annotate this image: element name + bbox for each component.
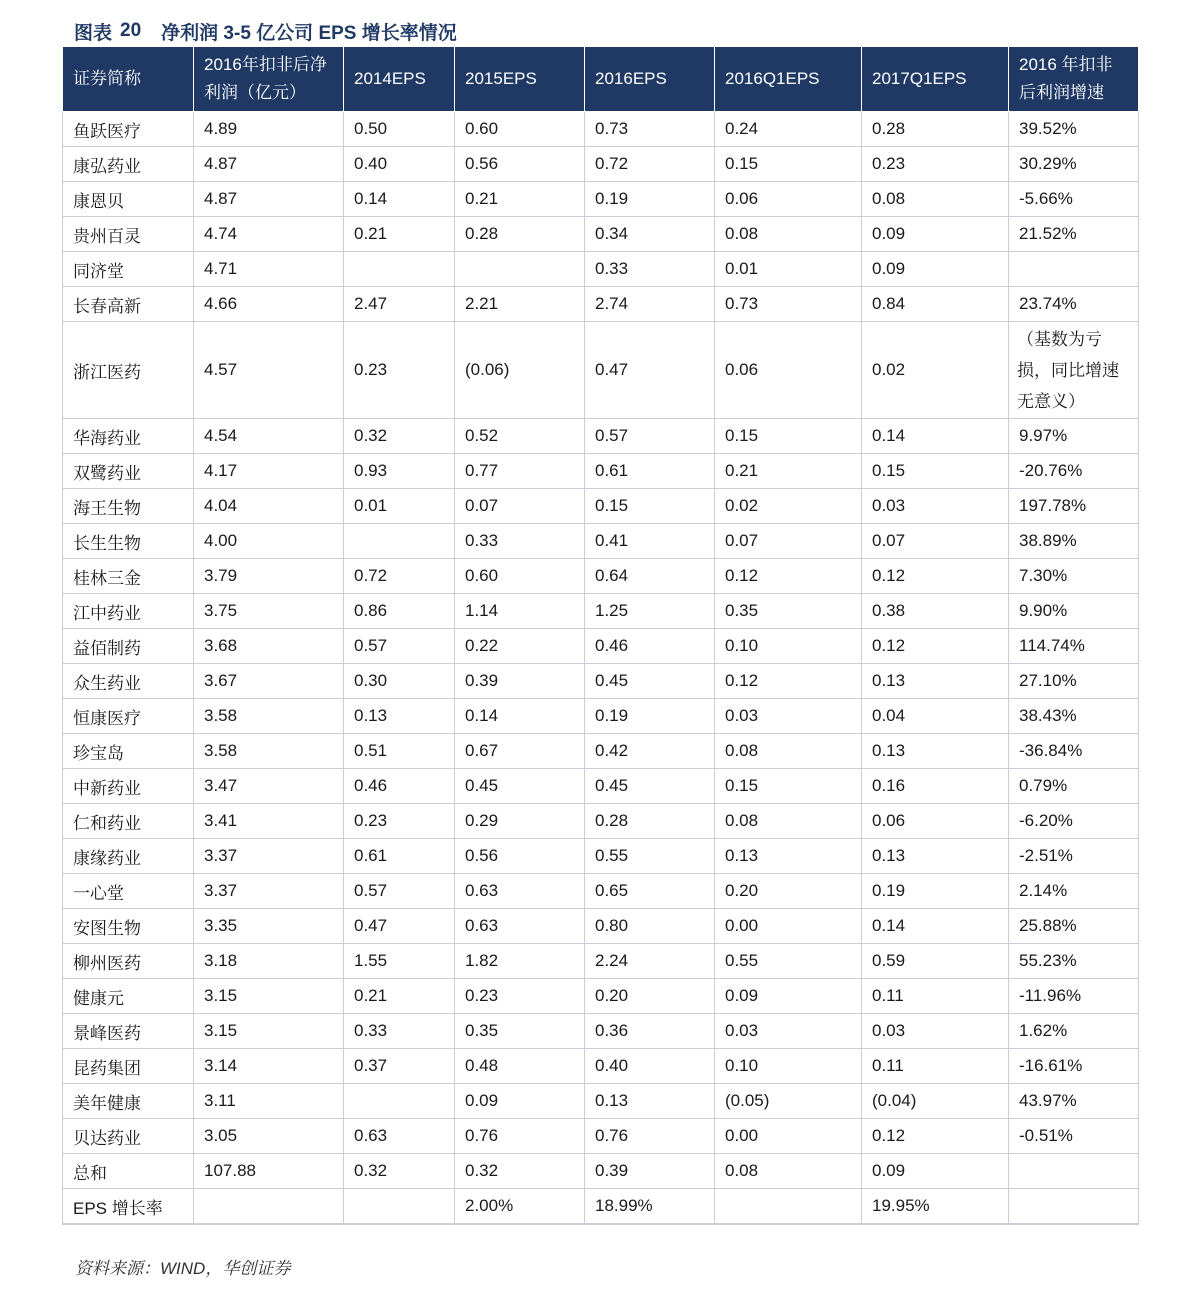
cell-eps-2014: 0.37: [344, 1049, 455, 1084]
cell-net-profit: 3.15: [194, 1014, 344, 1049]
cell-profit-growth: 23.74%: [1009, 287, 1139, 322]
cell-security-name: 长生生物: [63, 524, 194, 559]
cell-eps-2014: 0.13: [344, 699, 455, 734]
cell-eps-2017q1: (0.04): [862, 1084, 1009, 1119]
cell-eps-2017q1: 0.11: [862, 1049, 1009, 1084]
cell-eps-2014: [344, 524, 455, 559]
cell-eps-2016q1: 0.03: [715, 699, 862, 734]
table-row: [63, 1084, 1139, 1119]
cell-eps-2015: 0.33: [455, 524, 585, 559]
cell-profit-growth: -20.76%: [1009, 454, 1139, 489]
cell-eps-2014: [344, 1189, 455, 1225]
cell-eps-2015: 0.35: [455, 1014, 585, 1049]
cell-security-name: 安图生物: [63, 909, 194, 944]
cell-net-profit: 4.00: [194, 524, 344, 559]
cell-eps-2014: 0.86: [344, 594, 455, 629]
cell-eps-2016q1: 0.03: [715, 1014, 862, 1049]
cell-eps-2014: 0.50: [344, 112, 455, 147]
cell-eps-2015: 0.09: [455, 1084, 585, 1119]
cell-profit-growth: 9.97%: [1009, 419, 1139, 454]
cell-eps-2017q1: 0.13: [862, 839, 1009, 874]
table-row: [63, 629, 1139, 664]
header-2017q1-eps: 2017Q1EPS: [862, 47, 1009, 112]
cell-profit-growth: 9.90%: [1009, 594, 1139, 629]
cell-eps-2017q1: 0.84: [862, 287, 1009, 322]
cell-eps-2014: [344, 1084, 455, 1119]
cell-net-profit: 4.87: [194, 182, 344, 217]
cell-net-profit: 4.57: [194, 322, 344, 419]
cell-net-profit: 4.71: [194, 252, 344, 287]
cell-profit-growth: 25.88%: [1009, 909, 1139, 944]
cell-eps-2016q1: 0.10: [715, 629, 862, 664]
cell-net-profit: 4.17: [194, 454, 344, 489]
cell-eps-2015: 0.63: [455, 909, 585, 944]
table-row: [63, 287, 1139, 322]
cell-eps-2014: 0.61: [344, 839, 455, 874]
cell-security-name: 贝达药业: [63, 1119, 194, 1154]
cell-profit-growth: [1009, 1189, 1139, 1225]
cell-eps-2016: 0.80: [585, 909, 715, 944]
cell-profit-growth: -36.84%: [1009, 734, 1139, 769]
cell-profit-growth: 114.74%: [1009, 629, 1139, 664]
cell-security-name: 昆药集团: [63, 1049, 194, 1084]
cell-net-profit: 4.87: [194, 147, 344, 182]
cell-net-profit: 3.41: [194, 804, 344, 839]
cell-eps-2016: 0.45: [585, 664, 715, 699]
cell-eps-2014: 0.93: [344, 454, 455, 489]
cell-eps-2017q1: 0.08: [862, 182, 1009, 217]
cell-eps-2014: 0.23: [344, 322, 455, 419]
table-row: [63, 454, 1139, 489]
cell-eps-2015: 0.32: [455, 1154, 585, 1189]
cell-eps-2016: 0.34: [585, 217, 715, 252]
cell-eps-2016q1: 0.24: [715, 112, 862, 147]
cell-security-name: 桂林三金: [63, 559, 194, 594]
cell-eps-2014: 0.57: [344, 874, 455, 909]
cell-eps-2017q1: 0.12: [862, 1119, 1009, 1154]
cell-eps-2017q1: 0.13: [862, 664, 1009, 699]
cell-eps-2016q1: 0.08: [715, 1154, 862, 1189]
cell-security-name: 众生药业: [63, 664, 194, 699]
cell-eps-2014: 0.21: [344, 979, 455, 1014]
cell-eps-2016q1: 0.02: [715, 489, 862, 524]
cell-eps-2015: 0.21: [455, 182, 585, 217]
cell-security-name: 同济堂: [63, 252, 194, 287]
cell-eps-2016: 0.33: [585, 252, 715, 287]
header-2016-net-profit: 2016年扣非后净利润（亿元）: [194, 47, 344, 112]
table-row: [63, 112, 1139, 147]
cell-eps-2016q1: 0.08: [715, 734, 862, 769]
cell-eps-2017q1: 0.38: [862, 594, 1009, 629]
cell-eps-2014: 0.63: [344, 1119, 455, 1154]
cell-security-name: 景峰医药: [63, 1014, 194, 1049]
cell-eps-2015: 0.77: [455, 454, 585, 489]
cell-net-profit: 3.75: [194, 594, 344, 629]
cell-eps-2016q1: (0.05): [715, 1084, 862, 1119]
cell-eps-2016: 0.47: [585, 322, 715, 419]
table-row: [63, 769, 1139, 804]
table-row: [63, 839, 1139, 874]
cell-profit-growth: 55.23%: [1009, 944, 1139, 979]
cell-eps-2014: 0.01: [344, 489, 455, 524]
cell-eps-2017q1: 0.07: [862, 524, 1009, 559]
cell-profit-growth: -5.66%: [1009, 182, 1139, 217]
cell-eps-2016q1: 0.21: [715, 454, 862, 489]
cell-security-name: 双鹭药业: [63, 454, 194, 489]
table-row: [63, 1119, 1139, 1154]
cell-eps-2015: 0.63: [455, 874, 585, 909]
source-note: 资料来源：WIND，华创证券: [75, 1259, 291, 1278]
cell-eps-2015: 0.60: [455, 559, 585, 594]
cell-eps-2014: 0.30: [344, 664, 455, 699]
cell-eps-2015: 0.28: [455, 217, 585, 252]
table-row: [63, 979, 1139, 1014]
cell-eps-2015: 2.21: [455, 287, 585, 322]
cell-eps-2014: 0.14: [344, 182, 455, 217]
header-2016-eps: 2016EPS: [585, 47, 715, 112]
cell-eps-2016q1: 0.00: [715, 909, 862, 944]
cell-net-profit: 3.58: [194, 734, 344, 769]
cell-eps-2016: 2.74: [585, 287, 715, 322]
table-row: [63, 524, 1139, 559]
cell-eps-2016q1: 0.13: [715, 839, 862, 874]
cell-eps-2016: 0.20: [585, 979, 715, 1014]
header-2015-eps: 2015EPS: [455, 47, 585, 112]
cell-profit-growth: 7.30%: [1009, 559, 1139, 594]
cell-eps-2016: 0.41: [585, 524, 715, 559]
caption-number: 20: [120, 20, 142, 41]
table-row: [63, 489, 1139, 524]
cell-eps-2017q1: 0.11: [862, 979, 1009, 1014]
table-row: [63, 664, 1139, 699]
cell-net-profit: 3.05: [194, 1119, 344, 1154]
cell-net-profit: 3.68: [194, 629, 344, 664]
cell-eps-2014: 0.32: [344, 419, 455, 454]
cell-security-name: 总和: [63, 1154, 194, 1189]
cell-eps-2017q1: 0.16: [862, 769, 1009, 804]
cell-eps-2016q1: 0.15: [715, 147, 862, 182]
cell-eps-2017q1: 0.09: [862, 1154, 1009, 1189]
cell-eps-2015: 0.60: [455, 112, 585, 147]
cell-eps-2016: 0.45: [585, 769, 715, 804]
cell-security-name: 一心堂: [63, 874, 194, 909]
table-row: [63, 594, 1139, 629]
cell-eps-2016: 0.76: [585, 1119, 715, 1154]
cell-eps-2016: 0.72: [585, 147, 715, 182]
cell-eps-2017q1: 0.19: [862, 874, 1009, 909]
table-row: [63, 944, 1139, 979]
cell-profit-growth: -0.51%: [1009, 1119, 1139, 1154]
cell-eps-2016q1: 0.10: [715, 1049, 862, 1084]
cell-eps-2017q1: 0.04: [862, 699, 1009, 734]
cell-profit-growth: 0.79%: [1009, 769, 1139, 804]
cell-security-name: 健康元: [63, 979, 194, 1014]
cell-profit-growth: （基数为亏损，同比增速无意义）: [1009, 322, 1139, 419]
cell-eps-2016: 0.73: [585, 112, 715, 147]
cell-eps-2016: 0.39: [585, 1154, 715, 1189]
cell-eps-2016: 0.65: [585, 874, 715, 909]
cell-security-name: 珍宝岛: [63, 734, 194, 769]
cell-eps-2015: 2.00%: [455, 1189, 585, 1225]
caption-title: 净利润 3-5 亿公司 EPS 增长率情况: [161, 22, 457, 44]
cell-eps-2015: 1.82: [455, 944, 585, 979]
cell-eps-2016q1: 0.55: [715, 944, 862, 979]
cell-net-profit: 3.79: [194, 559, 344, 594]
cell-eps-2017q1: 0.14: [862, 909, 1009, 944]
table-row: [63, 559, 1139, 594]
cell-net-profit: 3.58: [194, 699, 344, 734]
table-row: [63, 419, 1139, 454]
table-row: [63, 804, 1139, 839]
table-row: [63, 322, 1139, 419]
cell-net-profit: 3.18: [194, 944, 344, 979]
cell-profit-growth: 27.10%: [1009, 664, 1139, 699]
cell-security-name: 中新药业: [63, 769, 194, 804]
cell-eps-2017q1: 19.95%: [862, 1189, 1009, 1225]
cell-eps-2017q1: 0.02: [862, 322, 1009, 419]
cell-eps-2017q1: 0.15: [862, 454, 1009, 489]
cell-profit-growth: 197.78%: [1009, 489, 1139, 524]
cell-net-profit: 4.66: [194, 287, 344, 322]
cell-profit-growth: [1009, 252, 1139, 287]
cell-eps-2014: 0.33: [344, 1014, 455, 1049]
cell-security-name: 益佰制药: [63, 629, 194, 664]
table-row: [63, 1189, 1139, 1225]
cell-eps-2015: 0.22: [455, 629, 585, 664]
table-row: [63, 699, 1139, 734]
cell-net-profit: [194, 1189, 344, 1225]
cell-eps-2016: 0.61: [585, 454, 715, 489]
cell-eps-2014: 0.23: [344, 804, 455, 839]
table-row: [63, 147, 1139, 182]
cell-net-profit: 4.04: [194, 489, 344, 524]
cell-security-name: 长春高新: [63, 287, 194, 322]
cell-eps-2017q1: 0.28: [862, 112, 1009, 147]
cell-security-name: 华海药业: [63, 419, 194, 454]
cell-net-profit: 3.15: [194, 979, 344, 1014]
header-2016-profit-growth: 2016 年扣非后利润增速: [1009, 47, 1139, 112]
cell-eps-2015: (0.06): [455, 322, 585, 419]
cell-net-profit: 4.89: [194, 112, 344, 147]
header-security-name: 证券简称: [63, 47, 194, 112]
cell-eps-2017q1: 0.14: [862, 419, 1009, 454]
cell-profit-growth: -2.51%: [1009, 839, 1139, 874]
cell-security-name: 贵州百灵: [63, 217, 194, 252]
table-row: [63, 182, 1139, 217]
cell-eps-2014: 0.40: [344, 147, 455, 182]
table-row: [63, 874, 1139, 909]
cell-eps-2016q1: 0.35: [715, 594, 862, 629]
cell-eps-2016: 0.36: [585, 1014, 715, 1049]
cell-eps-2016q1: 0.01: [715, 252, 862, 287]
cell-eps-2015: 0.76: [455, 1119, 585, 1154]
cell-eps-2016q1: 0.06: [715, 182, 862, 217]
table-row: [63, 217, 1139, 252]
table-row: [63, 1014, 1139, 1049]
cell-eps-2016: 18.99%: [585, 1189, 715, 1225]
cell-eps-2015: 0.23: [455, 979, 585, 1014]
cell-eps-2015: 0.39: [455, 664, 585, 699]
cell-profit-growth: 21.52%: [1009, 217, 1139, 252]
cell-eps-2015: 0.48: [455, 1049, 585, 1084]
cell-eps-2014: 1.55: [344, 944, 455, 979]
cell-eps-2015: 1.14: [455, 594, 585, 629]
cell-eps-2016: 0.40: [585, 1049, 715, 1084]
cell-eps-2014: 0.72: [344, 559, 455, 594]
caption-label: 图表: [74, 22, 113, 44]
cell-eps-2017q1: 0.03: [862, 489, 1009, 524]
cell-profit-growth: 39.52%: [1009, 112, 1139, 147]
cell-eps-2016: 0.64: [585, 559, 715, 594]
cell-net-profit: 107.88: [194, 1154, 344, 1189]
cell-security-name: 江中药业: [63, 594, 194, 629]
cell-eps-2015: 0.56: [455, 839, 585, 874]
cell-eps-2015: 0.07: [455, 489, 585, 524]
cell-eps-2014: 0.32: [344, 1154, 455, 1189]
cell-security-name: 恒康医疗: [63, 699, 194, 734]
cell-profit-growth: [1009, 1154, 1139, 1189]
cell-eps-2015: 0.29: [455, 804, 585, 839]
table-header-row: [63, 47, 1139, 112]
cell-eps-2015: 0.52: [455, 419, 585, 454]
cell-eps-2015: [455, 252, 585, 287]
cell-profit-growth: 38.43%: [1009, 699, 1139, 734]
cell-net-profit: 3.11: [194, 1084, 344, 1119]
header-2014-eps: 2014EPS: [344, 47, 455, 112]
figure-caption: [74, 16, 457, 46]
cell-eps-2016q1: 0.07: [715, 524, 862, 559]
cell-eps-2016: 0.19: [585, 699, 715, 734]
cell-eps-2016q1: 0.09: [715, 979, 862, 1014]
cell-eps-2016q1: 0.15: [715, 769, 862, 804]
cell-net-profit: 3.37: [194, 839, 344, 874]
table-body: [63, 112, 1139, 1225]
cell-eps-2016q1: 0.08: [715, 804, 862, 839]
table-row: [63, 1154, 1139, 1189]
cell-eps-2015: 0.67: [455, 734, 585, 769]
cell-eps-2017q1: 0.23: [862, 147, 1009, 182]
cell-net-profit: 4.54: [194, 419, 344, 454]
cell-eps-2016: 0.46: [585, 629, 715, 664]
cell-eps-2017q1: 0.09: [862, 252, 1009, 287]
cell-eps-2015: 0.45: [455, 769, 585, 804]
eps-growth-table: [62, 46, 1139, 1225]
cell-eps-2017q1: 0.06: [862, 804, 1009, 839]
cell-eps-2017q1: 0.09: [862, 217, 1009, 252]
cell-security-name: 康缘药业: [63, 839, 194, 874]
cell-security-name: 海王生物: [63, 489, 194, 524]
cell-eps-2016q1: 0.15: [715, 419, 862, 454]
cell-net-profit: 3.67: [194, 664, 344, 699]
cell-eps-2016q1: 0.12: [715, 559, 862, 594]
cell-net-profit: 3.47: [194, 769, 344, 804]
cell-eps-2015: 0.14: [455, 699, 585, 734]
cell-security-name: 仁和药业: [63, 804, 194, 839]
cell-security-name: 鱼跃医疗: [63, 112, 194, 147]
cell-eps-2017q1: 0.12: [862, 629, 1009, 664]
cell-eps-2017q1: 0.59: [862, 944, 1009, 979]
cell-profit-growth: 30.29%: [1009, 147, 1139, 182]
cell-eps-2015: 0.56: [455, 147, 585, 182]
cell-eps-2016: 0.13: [585, 1084, 715, 1119]
cell-profit-growth: 1.62%: [1009, 1014, 1139, 1049]
cell-eps-2014: 0.21: [344, 217, 455, 252]
cell-profit-growth: 38.89%: [1009, 524, 1139, 559]
cell-eps-2016: 0.28: [585, 804, 715, 839]
cell-net-profit: 3.35: [194, 909, 344, 944]
cell-net-profit: 4.74: [194, 217, 344, 252]
cell-net-profit: 3.37: [194, 874, 344, 909]
cell-security-name: 柳州医药: [63, 944, 194, 979]
cell-security-name: 康恩贝: [63, 182, 194, 217]
table-row: [63, 252, 1139, 287]
cell-eps-2016: 0.15: [585, 489, 715, 524]
cell-eps-2016q1: 0.08: [715, 217, 862, 252]
cell-profit-growth: 2.14%: [1009, 874, 1139, 909]
table-row: [63, 734, 1139, 769]
table-row: [63, 1049, 1139, 1084]
cell-security-name: 康弘药业: [63, 147, 194, 182]
cell-eps-2014: 0.47: [344, 909, 455, 944]
cell-eps-2014: 0.46: [344, 769, 455, 804]
cell-security-name: 美年健康: [63, 1084, 194, 1119]
cell-security-name: EPS 增长率: [63, 1189, 194, 1225]
cell-security-name: 浙江医药: [63, 322, 194, 419]
cell-eps-2016: 2.24: [585, 944, 715, 979]
cell-eps-2016q1: 0.20: [715, 874, 862, 909]
cell-eps-2016: 0.55: [585, 839, 715, 874]
cell-eps-2016q1: 0.06: [715, 322, 862, 419]
header-2016q1-eps: 2016Q1EPS: [715, 47, 862, 112]
cell-eps-2016: 1.25: [585, 594, 715, 629]
cell-eps-2016q1: 0.73: [715, 287, 862, 322]
cell-net-profit: 3.14: [194, 1049, 344, 1084]
cell-eps-2016q1: 0.12: [715, 664, 862, 699]
cell-eps-2014: [344, 252, 455, 287]
cell-eps-2014: 0.51: [344, 734, 455, 769]
cell-eps-2014: 0.57: [344, 629, 455, 664]
cell-eps-2016: 0.42: [585, 734, 715, 769]
cell-eps-2017q1: 0.12: [862, 559, 1009, 594]
cell-profit-growth: -11.96%: [1009, 979, 1139, 1014]
cell-eps-2017q1: 0.13: [862, 734, 1009, 769]
cell-profit-growth: -16.61%: [1009, 1049, 1139, 1084]
cell-eps-2016q1: [715, 1189, 862, 1225]
cell-profit-growth: 43.97%: [1009, 1084, 1139, 1119]
cell-eps-2016q1: 0.00: [715, 1119, 862, 1154]
cell-eps-2014: 2.47: [344, 287, 455, 322]
cell-eps-2017q1: 0.03: [862, 1014, 1009, 1049]
cell-eps-2016: 0.19: [585, 182, 715, 217]
table-row: [63, 909, 1139, 944]
cell-profit-growth: -6.20%: [1009, 804, 1139, 839]
cell-eps-2016: 0.57: [585, 419, 715, 454]
